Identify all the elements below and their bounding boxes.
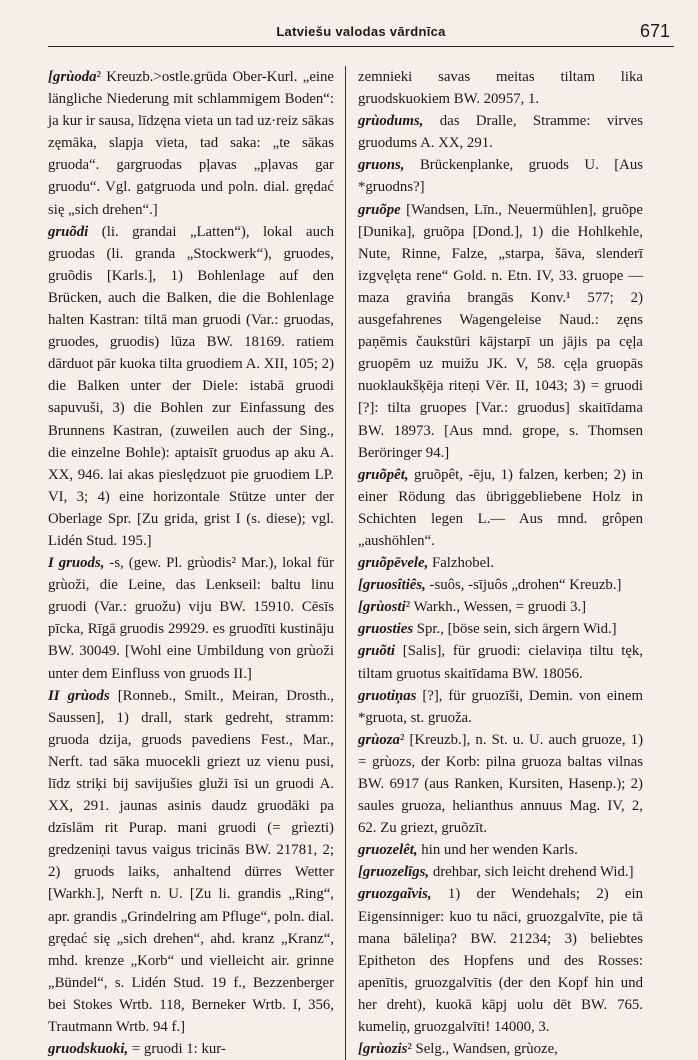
dictionary-entry	[358, 1038, 643, 1060]
entry-text: 1) der Wendehals; 2) ein Eigensinniger: kuo tu nāci, gruozgalvīte, pie tā mana bāleliņa? BW. 21234; 3) beliebtes Epitheton des Hopfens und des Rosses: apenītis, gruozgalvītis (der den Kopf hin und her dreht), kuokā kāpj uolu dēt BW. 765. kumeliņ, gruozgalvīti! 14000, 3.	[358, 886, 643, 1036]
dictionary-entry	[48, 685, 334, 1039]
column-divider	[345, 66, 346, 1060]
entry-text: Falzhobel.	[428, 555, 495, 572]
entry-text: [Ronneb., Smilt., Meiran, Drosth., Saussen], 1) drall, stark gedreht, stramm: gruoda dzija, gruods pavediens Fest., Mar., Nerft. tad sāka muocekli griezt uz vienu pusi, līdz striķi bij savijušies gluži īsi un gruodi A. XX, 291. jaunas asinis daudz gruodāki pa dzīslām rit Purap. mani gruodi (= grìezti) gredzeniņi tavus vaigus tricinās BW. 21781, 2; 2) gruods laiks, anhaltend dürres Wetter [Warkh.], Nerft n. U. [Zu li. grandis „Ring“, apr. grandis „Grindelring am Pfluge“, poln. dial. grędać się „sich drehen“, ahd. kranz „Kranz“, mhd. krenze „Korb“ und vielleicht air. grinne „Bündel“, s. Lidén Stud. 19 f., Bezzenberger bei Stokes Wrtb. 118, Berneker Wrtb. I, 356, Trautmann Wrtb. 94 f.]	[48, 687, 335, 1036]
entry-text: drehbar, sich leicht drehend Wid.]	[429, 864, 634, 881]
dictionary-entry	[358, 685, 643, 729]
left-column	[48, 66, 342, 1060]
page-header	[48, 22, 674, 47]
entry-text: hin und her wenden Karls.	[417, 842, 578, 859]
entry-text: ² Warkh., Wessen, = gruodi 3.]	[405, 599, 587, 616]
entry-headword: [gruosîtiês,	[358, 577, 426, 594]
dictionary-entry	[358, 839, 643, 861]
entry-headword: [grùosti	[358, 599, 406, 616]
dictionary-entry	[358, 883, 643, 1038]
entry-headword: gruozgaĩvis,	[358, 886, 432, 903]
entry-text: ² [Kreuzb.], n. St. u. U. auch gruoze, 1) = grùozs, der Korb: pilna gruoza baltas vilnas BW. 6917 (aus Ranken, Kursiten, Hasenp.); 2) saules gruoza, helianthus annuus Mag. IV, 2, 62. Zu griezt, gruõzīt.	[358, 731, 643, 837]
dictionary-entry	[48, 221, 334, 552]
entry-text: zemnieki savas meitas tiltam lika gruodskuokiem BW. 20957, 1.	[358, 69, 643, 108]
running-head: Latviešu valodas vārdnīca	[276, 24, 446, 39]
entry-headword: I gruods,	[48, 555, 105, 572]
entry-headword: gruodskuoki,	[48, 1041, 129, 1058]
entry-text: gruõpêt, -ēju, 1) falzen, kerben; 2) in einer Rödung das übriggebliebene Holz in Schichten legen L.— Aus mnd. grôpen „aushöhlen“.	[358, 466, 643, 549]
dictionary-entry	[358, 729, 643, 839]
entry-headword: gruozelêt,	[358, 842, 418, 859]
entry-text: Brückenplanke, gruods U. [Aus *gruodns?]	[358, 157, 643, 196]
dictionary-entry	[48, 552, 334, 685]
dictionary-entry	[358, 640, 643, 684]
entry-text: [Salis], für gruodi: cielaviņa tiltu tęk, tiltam gruotus skaitīdama BW. 18056.	[358, 643, 643, 682]
dictionary-entry	[358, 596, 643, 618]
two-column-body	[48, 66, 674, 1060]
entry-headword: gruons,	[358, 157, 405, 174]
entry-headword: gruotiņas	[358, 687, 417, 704]
entry-text: (li. grandai „Latten“), lokal auch gruodas (li. granda „Stockwerk“), gruodes, gruõdis [Karls.], 1) Bohlenlage auf den Brücken, auch die Balken, die die Bohlenlage halten Kastran: tiltā man gruodi (Var.: gruodas, gruodes, gruodis) lūza BW. 18169. ratiem dārduot pār kuoka tilta gruodiem A. XII, 105; 2) die Balken unter der Diele: istabā gruodi sapuvuši, 3) die Bohlen zur Einfassung des Brunnens Kastran, (zuweilen auch der Sing., die einzelne Bohle): aptaisīt gruodus ap aku A. XX, 946. lai akas pieslędzuot pie gruodiem LP. VI, 3; 4) eine horizontale Stütze unter der Oberlage Spr. [Zu grida, grist I (s. diese); vgl. Lidén Stud. 195.]	[48, 223, 335, 549]
entry-headword: gruosties	[358, 621, 414, 638]
entry-headword: gruõpe	[358, 201, 401, 218]
dictionary-entry	[358, 618, 643, 640]
entry-text: [Wandsen, Līn., Neuermühlen], gruõpe [Dunika], gruõpa [Dond.], 1) die Hohlkehle, Nute, Rinne, Falze, „starpa, šāva, slenderī izgvęlęta rene“ Gold. n. Etn. IV, 33. gruope — maza gravińa brangās Konv.¹ 577; 2) ausgefahrenes Wagengeleise Naud.: zęns paņēmis čaukstūri kājstarpī un jājis pa cęļa gruopēm uz muižu JK. V, 58. cęļa gruopās nuoklaukšķēja riteņi Vēr. II, 1043; 3) = gruodi [?]: tilta gruopes [Var.: gruodus] skaitīdama BW. 18973. [Aus mnd. grope, s. Thomsen Beröringer 94.]	[358, 201, 643, 461]
entry-text: -suôs, -sījuôs „drohen“ Kreuzb.]	[425, 577, 622, 594]
entry-text: ² Kreuzb.>ostle.grūda Ober-Kurl. „eine längliche Niederung mit schlammigem Boden“: ja kur ir sausa, līdzęna vieta un tad uz·reiz sākas zęmāka, slapja vieta, tad saka: „te sākas gruoda“. gargruodas pļavas „pļavas gar gruodu“. Vgl. gatgruoda und poln. dial. grędać się „sich drehen“.]	[48, 69, 334, 218]
entry-headword: [grùoda	[48, 69, 97, 85]
entry-headword: gruõdi	[48, 223, 89, 240]
dictionary-entry	[358, 574, 643, 596]
entry-text: -s, (gew. Pl. grùodis² Mar.), lokal für grùoži, die Leine, das Lenkseil: baltu linu gruodi (Var.: gruožu) viju BW. 15910. Cēsīs pīcka, Rīgā gruodis 29929. es gruodīti kustināju BW. 30049. [Wohl eine Umbildung von grùoži unter dem Einfluss von gruods II.]	[48, 555, 334, 682]
dictionary-entry	[48, 66, 334, 221]
entry-text: das Dralle, Stramme: virves gruodums A. XX, 291.	[358, 113, 643, 152]
right-column	[349, 66, 643, 1060]
dictionary-entry-continuation	[358, 66, 643, 110]
dictionary-entry	[48, 1038, 334, 1060]
entry-headword: gruõpēvele,	[358, 555, 429, 572]
entry-headword: II grùods	[48, 687, 110, 704]
entry-headword: [grùozis	[358, 1041, 408, 1058]
dictionary-entry	[358, 861, 643, 883]
entry-headword: grùoza	[358, 731, 400, 748]
entry-headword: gruõpêt,	[358, 466, 409, 483]
entry-text: Spr., [böse sein, sich ärgern Wid.]	[413, 621, 617, 638]
page-number: 671	[639, 21, 670, 41]
entry-text: = gruodi 1: kur-	[128, 1041, 226, 1058]
entry-text: ² Selg., Wandsen, grùoze,	[407, 1041, 558, 1058]
entry-headword: gruõti	[358, 643, 396, 660]
dictionary-entry	[358, 464, 643, 552]
dictionary-entry	[358, 552, 643, 574]
dictionary-entry	[358, 154, 643, 198]
dictionary-entry	[358, 110, 643, 154]
entry-headword: grùodums,	[358, 113, 424, 130]
entry-headword: [gruozelīgs,	[358, 864, 430, 881]
dictionary-entry	[358, 199, 643, 464]
entry-text: [?], für gruozīši, Demin. von einem *gruota, st. gruoža.	[358, 687, 643, 726]
